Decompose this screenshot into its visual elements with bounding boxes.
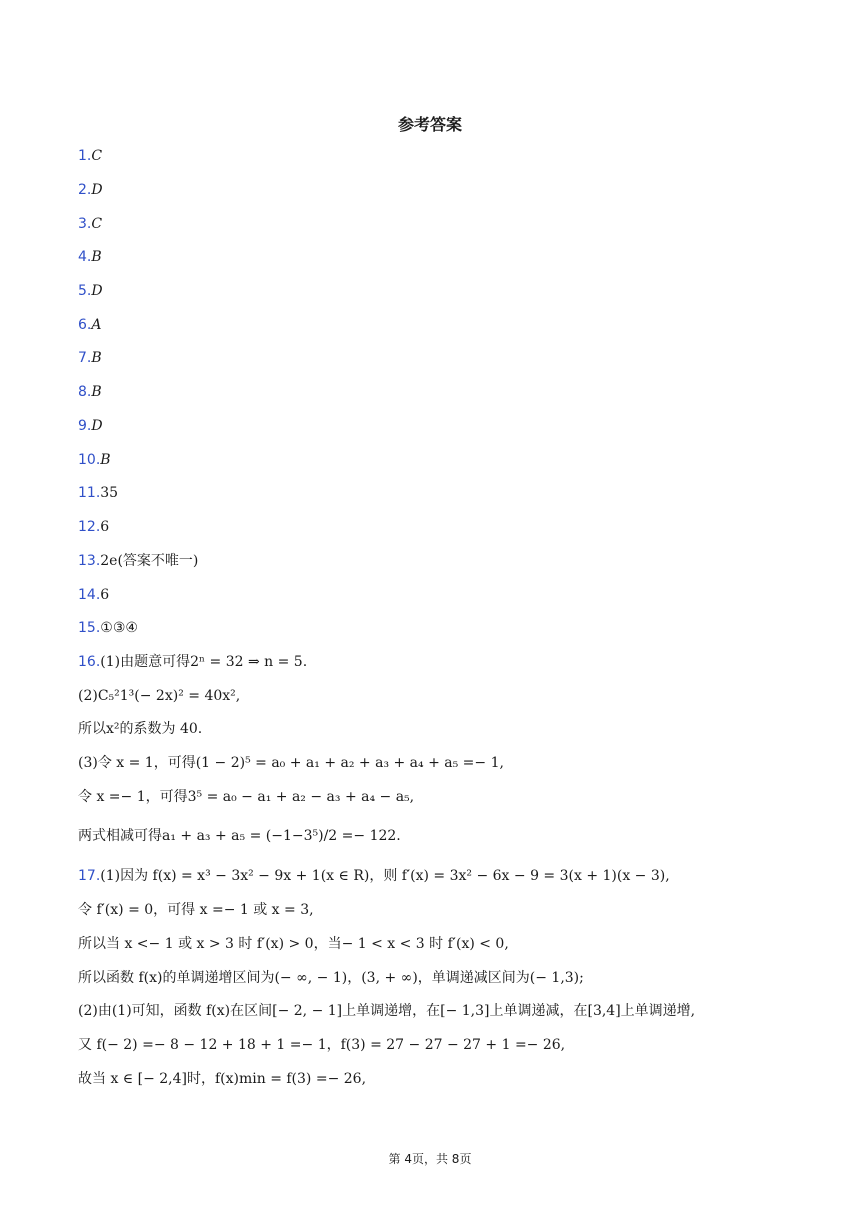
answer-number: 1.	[78, 148, 92, 164]
q17-line-1	[78, 866, 670, 886]
q17-line-4: 所以函数 f(x)的单调递增区间为(− ∞, − 1)，(3, + ∞)，单调递减区间为(− 1,3);	[78, 970, 584, 986]
answer-number: 12.	[78, 519, 101, 535]
answer-text: D	[91, 283, 103, 299]
q16-line-2: (2)C₅²1³(− 2x)² = 40x²,	[78, 688, 241, 704]
q17-number: 17.	[78, 868, 101, 884]
answer-number: 7.	[78, 350, 92, 366]
answer-1	[78, 146, 102, 166]
q17-line-7: 故当 x ∈ [− 2,4]时，f(x)min = f(3) =− 26,	[78, 1071, 367, 1087]
page-footer: 第 4页，共 8页	[388, 1152, 472, 1166]
q17-line-3: 所以当 x <− 1 或 x > 3 时 f′(x) > 0，当− 1 < x < 3 时 f′(x) < 0,	[78, 936, 509, 952]
answer-text: B	[91, 384, 102, 400]
q16-line-3: 所以x²的系数为 40.	[78, 721, 203, 737]
answer-text: 2e(答案不唯一)	[100, 553, 199, 569]
answer-number: 8.	[78, 384, 92, 400]
answer-text: B	[91, 249, 102, 265]
q17-text: (1)因为 f(x) = x³ − 3x² − 9x + 1(x ∈ R)，则 f′(x) = 3x² − 6x − 9 = 3(x + 1)(x − 3),	[100, 868, 670, 884]
answer-number: 14.	[78, 587, 101, 603]
answer-number: 6.	[78, 317, 92, 333]
answer-5	[78, 281, 103, 301]
page-title: 参考答案	[397, 115, 462, 134]
q17-line-5: (2)由(1)可知，函数 f(x)在区间[− 2, − 1]上单调递增，在[− 1,3]上单调递减，在[3,4]上单调递增,	[78, 1003, 696, 1019]
answer-8	[78, 382, 102, 402]
q16-line-5: 令 x =− 1，可得3⁵ = a₀ − a₁ + a₂ − a₃ + a₄ − a₅,	[78, 789, 415, 805]
answer-text: 6	[100, 519, 110, 535]
q16-number: 16.	[78, 654, 101, 670]
answer-number: 9.	[78, 418, 92, 434]
answer-15	[78, 618, 138, 638]
answer-number: 11.	[78, 485, 101, 501]
answer-text: D	[91, 418, 103, 434]
answer-text: B	[91, 350, 102, 366]
answer-text: C	[91, 148, 103, 164]
answer-text: A	[91, 317, 102, 333]
answer-14	[78, 585, 109, 605]
answer-text: C	[91, 216, 103, 232]
answer-12	[78, 517, 109, 537]
answer-9	[78, 416, 103, 436]
q16-text: (1)由题意可得2ⁿ = 32 ⇒ n = 5.	[100, 654, 308, 670]
answer-text: 35	[100, 485, 119, 501]
q16-line-6: 两式相减可得a₁ + a₃ + a₅ = (−1−3⁵)/2 =− 122.	[78, 828, 401, 844]
answer-7	[78, 348, 102, 368]
answer-3	[78, 214, 102, 234]
answer-4	[78, 247, 102, 267]
q17-line-2: 令 f′(x) = 0，可得 x =− 1 或 x = 3,	[78, 902, 314, 918]
answer-11	[78, 483, 118, 503]
answer-number: 15.	[78, 620, 101, 636]
answer-text: D	[91, 182, 103, 198]
answer-text: B	[100, 452, 111, 468]
answer-number: 4.	[78, 249, 92, 265]
answer-number: 5.	[78, 283, 92, 299]
answer-text: 6	[100, 587, 110, 603]
answer-2	[78, 180, 103, 200]
answer-number: 3.	[78, 216, 92, 232]
answer-text: ①③④	[100, 620, 138, 636]
answer-10	[78, 450, 111, 470]
q17-line-6: 又 f(− 2) =− 8 − 12 + 18 + 1 =− 1，f(3) = 27 − 27 − 27 + 1 =− 26,	[78, 1037, 566, 1053]
q16-line-4: (3)令 x = 1，可得(1 − 2)⁵ = a₀ + a₁ + a₂ + a₃ + a₄ + a₅ =− 1,	[78, 755, 504, 771]
q16-line-1	[78, 652, 307, 672]
answer-number: 10.	[78, 452, 101, 468]
answer-13	[78, 551, 198, 571]
answer-6	[78, 315, 101, 335]
answer-number: 2.	[78, 182, 92, 198]
answer-number: 13.	[78, 553, 101, 569]
